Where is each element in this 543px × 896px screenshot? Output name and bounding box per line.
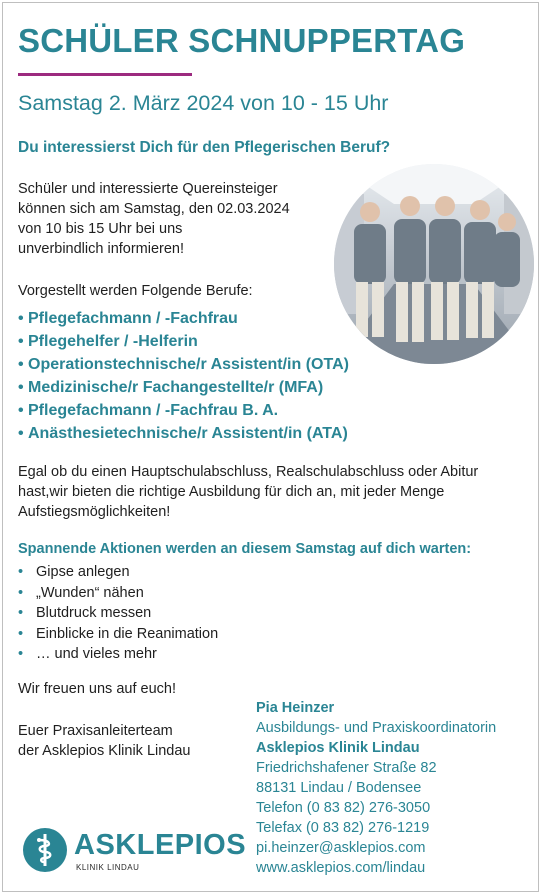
list-item [18,583,218,604]
actions-heading: Spannende Aktionen werden an diesem Samstag auf dich warten: [18,541,472,557]
contact-fax: Telefax (0 83 82) 276-1219 [256,820,430,836]
team-line: der Asklepios Klinik Lindau [18,743,191,759]
bullet: • [18,625,24,642]
action-label: … und vieles mehr [36,646,157,662]
bullet: • [18,402,24,419]
bullet: • [18,310,24,327]
event-date: Samstag 2. März 2024 von 10 - 15 Uhr [18,91,389,115]
action-label: Blutdruck messen [36,605,152,621]
contact-name: Pia Heinzer [256,700,335,716]
action-label: Einblicke in die Reanimation [36,625,219,642]
title-underline [18,73,192,76]
education-paragraph [18,462,526,522]
intro-line: von 10 bis 15 Uhr bei uns [18,221,183,237]
list-item [18,422,349,445]
career-label: Pflegefachmann / -Fachfrau [28,310,238,327]
bullet: • [18,379,24,396]
bullet: • [18,646,24,662]
career-label: Medizinische/r Fachangestellte/r (MFA) [28,379,324,396]
list-item [18,562,218,583]
list-item [18,330,349,353]
bullet: • [18,425,24,442]
intro-line: unverbindlich informieren! [18,241,185,257]
bullet: • [18,333,24,350]
contact-org: Asklepios Klinik Lindau [256,740,420,756]
intro-text [18,179,323,259]
bullet: • [18,564,24,580]
list-item [18,644,218,665]
list-item [18,603,218,624]
body-line: Aufstiegsmöglichkeiten! [18,504,171,520]
closing-text: Wir freuen uns auf euch! [18,681,176,697]
asklepios-logo [22,827,247,873]
careers-intro: Vorgestellt werden Folgende Berufe: [18,283,253,299]
list-item [18,376,349,399]
team-line: Euer Praxisanleiterteam [18,723,173,739]
contact-city: 88131 Lindau / Bodensee [256,780,422,796]
list-item [18,307,349,330]
nurses-photo [334,164,534,364]
contact-email[interactable]: pi.heinzer@asklepios.com [256,840,426,856]
asklepios-staff-icon [22,827,68,873]
intro-line: können sich am Samstag, den 02.03.2024 [18,201,290,217]
list-item [18,624,218,645]
body-line: hast,wir bieten die richtige Ausbildung für dich an, mit jeder Menge [18,484,445,500]
contact-phone: Telefon (0 83 82) 276-3050 [256,800,431,816]
career-label: Pflegefachmann / -Fachfrau B. A. [28,402,279,419]
logo-wordmark: ASKLEPIOS [74,829,247,861]
career-label: Operationstechnische/r Assistent/in (OTA) [28,356,349,373]
body-line: Egal ob du einen Hauptschulabschluss, Realschulabschluss oder Abitur [18,464,479,480]
contact-street: Friedrichshafener Straße 82 [256,760,437,776]
actions-list [18,562,218,665]
career-label: Anästhesietechnische/r Assistent/in (ATA) [28,425,348,442]
page-title: SCHÜLER SCHNUPPERTAG [18,22,466,59]
bullet: • [18,356,24,373]
list-item [18,399,349,422]
contact-block [256,698,496,878]
bullet: • [18,605,24,621]
team-signature [18,721,191,761]
intro-line: Schüler und interessierte Quereinsteiger [18,181,278,197]
question-heading: Du interessierst Dich für den Pflegerischen Beruf? [18,139,391,156]
bullet: • [18,584,24,601]
contact-website[interactable]: www.asklepios.com/lindau [256,860,426,876]
action-label: Gipse anlegen [36,564,130,580]
logo-subtitle: KLINIK LINDAU [76,863,140,872]
career-label: Pflegehelfer / -Helferin [28,333,198,350]
careers-list [18,307,349,445]
list-item [18,353,349,376]
action-label: „Wunden“ nähen [36,584,144,601]
contact-role: Ausbildungs- und Praxiskoordinatorin [256,720,497,736]
